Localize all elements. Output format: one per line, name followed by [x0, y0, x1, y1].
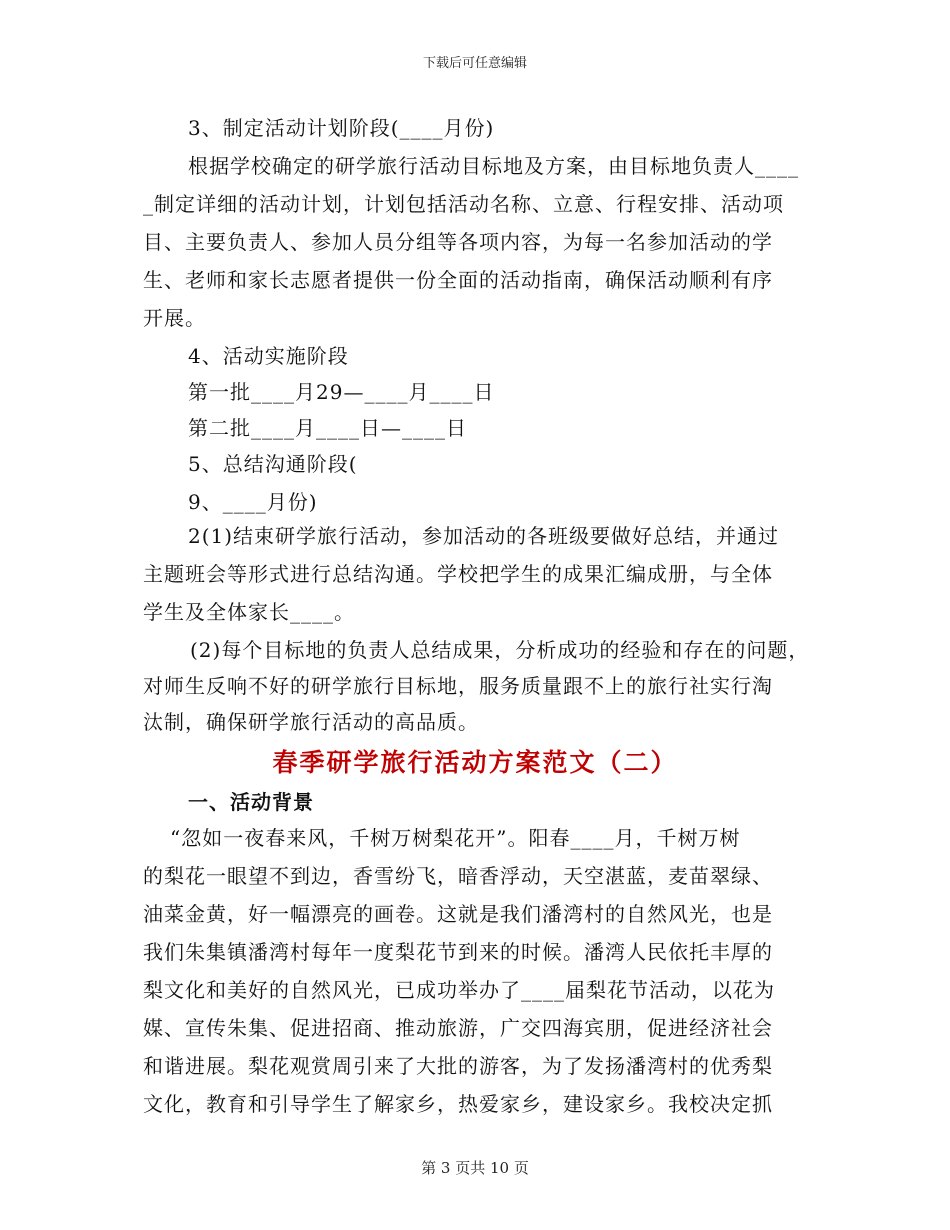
paragraph-line: 和谐进展。梨花观赏周引来了大批的游客，为了发扬潘湾村的优秀梨 [143, 1054, 773, 1078]
paragraph-line: 9、____月份) [188, 490, 318, 514]
paragraph-line: 3、制定活动计划阶段(____月份) [188, 116, 495, 140]
paragraph-line: 4、活动实施阶段 [188, 344, 349, 368]
paragraph-line: 主题班会等形式进行总结沟通。学校把学生的成果汇编成册，与全体 [143, 562, 773, 586]
paragraph-line: 根据学校确定的研学旅行活动目标地及方案，由目标地负责人____ [188, 154, 799, 178]
page-footer: 第 3 页共 10 页 [421, 1159, 529, 1177]
paragraph-line: 5、总结沟通阶段( [188, 452, 358, 476]
paragraph-line: 我们朱集镇潘湾村每年一度梨花节到来的时候。潘湾人民依托丰厚的 [143, 940, 773, 964]
paragraph-line: 文化，教育和引导学生了解家乡，热爱家乡，建设家乡。我校决定抓 [143, 1092, 773, 1116]
header-note: 下载后可任意编辑 [422, 56, 527, 71]
paragraph-line: 2(1)结束研学旅行活动，参加活动的各班级要做好总结，并通过 [188, 524, 780, 548]
paragraph-line: 目、主要负责人、参加人员分组等各项内容，为每一名参加活动的学 [143, 230, 773, 254]
paragraph-line: 开展。 [143, 306, 206, 330]
paragraph-line: 的梨花一眼望不到边，香雪纷飞，暗香浮动，天空湛蓝，麦苗翠绿、 [143, 864, 773, 888]
paragraph-line: 第二批____月____日—____日 [188, 416, 467, 440]
paragraph-line: _制定详细的活动计划，计划包括活动名称、立意、行程安排、活动项 [143, 192, 784, 216]
paragraph-line: 学生及全体家长____。 [143, 600, 355, 624]
paragraph-line: 生、老师和家长志愿者提供一份全面的活动指南，确保活动顺利有序 [143, 268, 773, 292]
paragraph-line: 油菜金黄，好一幅漂亮的画卷。这就是我们潘湾村的自然风光，也是 [143, 902, 773, 926]
paragraph-line: 对师生反响不好的研学旅行目标地，服务质量跟不上的旅行社实行淘 [143, 674, 773, 698]
paragraph-line: 第一批____月29—____月____日 [188, 380, 495, 404]
section-title: 春季研学旅行活动方案范文（二） [272, 748, 678, 777]
paragraph-line: (2)每个目标地的负责人总结成果，分析成功的经验和存在的问题， [190, 638, 810, 662]
section-heading: 一、活动背景 [188, 790, 314, 814]
paragraph-line: 梨文化和美好的自然风光，已成功举办了____届梨花节活动，以花为 [143, 978, 775, 1002]
paragraph-line: “忽如一夜春来风，千树万树梨花开”。阳春____月，千树万树 [170, 826, 741, 850]
paragraph-line: 媒、宣传朱集、促进招商、推动旅游，广交四海宾朋，促进经济社会 [143, 1016, 773, 1040]
paragraph-line: 汰制，确保研学旅行活动的高品质。 [143, 710, 479, 734]
